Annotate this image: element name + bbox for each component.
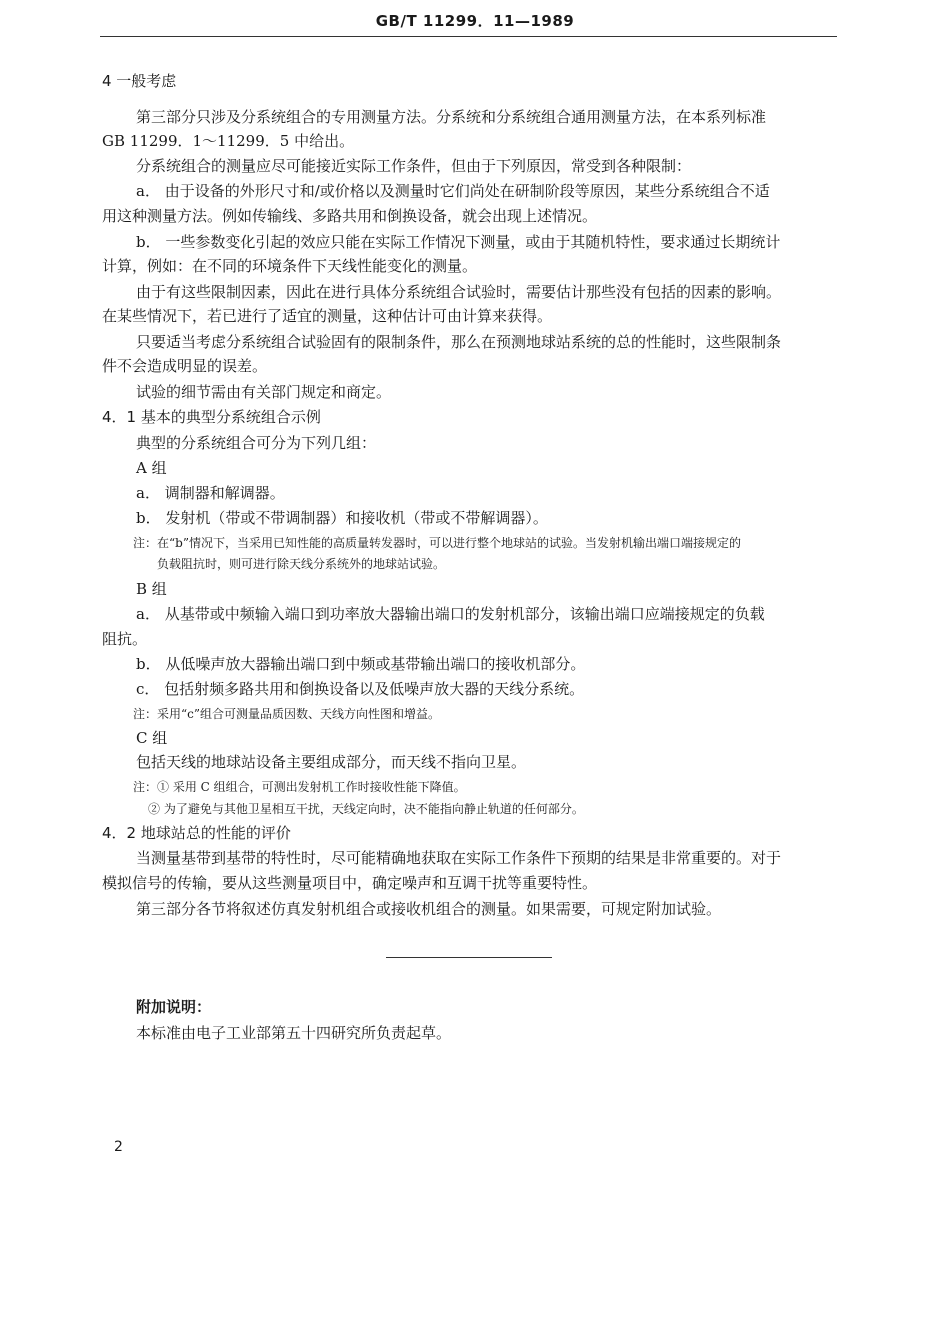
section-4-2-heading: 4．2 地球站总的性能的评价 xyxy=(102,824,291,842)
paragraph-line: 模拟信号的传输，要从这些测量项目中，确定噪声和互调干扰等重要特性。 xyxy=(102,874,598,892)
end-rule xyxy=(386,957,552,958)
list-item: a． 从基带或中频输入端口到功率放大器输出端口的发射机部分，该输出端口应端接规定的负载 xyxy=(136,605,765,623)
paragraph-line: 当测量基带到基带的特性时，尽可能精确地获取在实际工作条件下预期的结果是非常重要的。对于 xyxy=(136,849,782,867)
note-line: 注：采用“c”组合可测量品质因数、天线方向性图和增益。 xyxy=(133,707,440,721)
addendum-text: 本标准由电子工业部第五十四研究所负责起草。 xyxy=(136,1024,452,1042)
paragraph-line: 第三部分各节将叙述仿真发射机组合或接收机组合的测量。如果需要，可规定附加试验。 xyxy=(136,900,722,918)
paragraph-line: 包括天线的地球站设备主要组成部分，而天线不指向卫星。 xyxy=(136,753,527,771)
list-item-b: b． 一些参数变化引起的效应只能在实际工作情况下测量，或由于其随机特性，要求通过长期统计 xyxy=(136,233,781,251)
group-a-label: A 组 xyxy=(136,459,167,477)
paragraph-line: 分系统组合的测量应尽可能接近实际工作条件，但由于下列原因，常受到各种限制： xyxy=(136,157,692,175)
list-item-cont: 阻抗。 xyxy=(102,630,148,648)
list-item: a． 调制器和解调器。 xyxy=(136,484,285,502)
note-line: 注：在“b”情况下，当采用已知性能的高质量转发器时，可以进行整个地球站的试验。当发射机输出端口端接规定的 xyxy=(133,536,741,550)
paragraph-line: 试验的细节需由有关部门规定和商定。 xyxy=(136,383,392,401)
addendum-title: 附加说明： xyxy=(136,998,212,1016)
list-item-a-cont: 用这种测量方法。例如传输线、多路共用和倒换设备，就会出现上述情况。 xyxy=(102,207,598,225)
header-rule xyxy=(100,36,837,37)
paragraph-line: 典型的分系统组合可分为下列几组： xyxy=(136,434,377,452)
list-item: c． 包括射频多路共用和倒换设备以及低噪声放大器的天线分系统。 xyxy=(136,680,585,698)
paragraph-line: 件不会造成明显的误差。 xyxy=(102,357,268,375)
note-line: 注：① 采用 C 组组合，可测出发射机工作时接收性能下降值。 xyxy=(133,780,466,794)
paragraph-line: 第三部分只涉及分系统组合的专用测量方法。分系统和分系统组合通用测量方法，在本系列标准 xyxy=(136,108,767,126)
group-c-label: C 组 xyxy=(136,729,168,747)
standard-code-header: GB/T 11299．11—1989 xyxy=(375,12,575,30)
list-item-b-cont: 计算，例如：在不同的环境条件下天线性能变化的测量。 xyxy=(102,257,478,275)
paragraph-line: 只要适当考虑分系统组合试验固有的限制条件，那么在预测地球站系统的总的性能时，这些限制条 xyxy=(136,333,782,351)
section-4-heading: 4 一般考虑 xyxy=(102,72,177,90)
group-b-label: B 组 xyxy=(136,580,167,598)
list-item: b． 发射机（带或不带调制器）和接收机（带或不带解调器）。 xyxy=(136,509,548,527)
paragraph-line: 在某些情况下，若已进行了适宜的测量，这种估计可由计算来获得。 xyxy=(102,307,553,325)
list-item: b． 从低噪声放大器输出端口到中频或基带输出端口的接收机部分。 xyxy=(136,655,586,673)
page-number: 2 xyxy=(114,1139,123,1155)
section-4-1-heading: 4．1 基本的典型分系统组合示例 xyxy=(102,408,321,426)
list-item-a: a． 由于设备的外形尺寸和/或价格以及测量时它们尚处在研制阶段等原因，某些分系统组合不适 xyxy=(136,182,770,200)
note-line-cont: 负载阻抗时，则可进行除天线分系统外的地球站试验。 xyxy=(157,557,446,571)
paragraph-line: GB 11299．1～11299．5 中给出。 xyxy=(102,132,355,150)
paragraph-line: 由于有这些限制因素，因此在进行具体分系统组合试验时，需要估计那些没有包括的因素的影响。 xyxy=(136,283,782,301)
note-line-cont: ② 为了避免与其他卫星相互干扰，天线定向时，决不能指向静止轨道的任何部分。 xyxy=(148,802,584,816)
